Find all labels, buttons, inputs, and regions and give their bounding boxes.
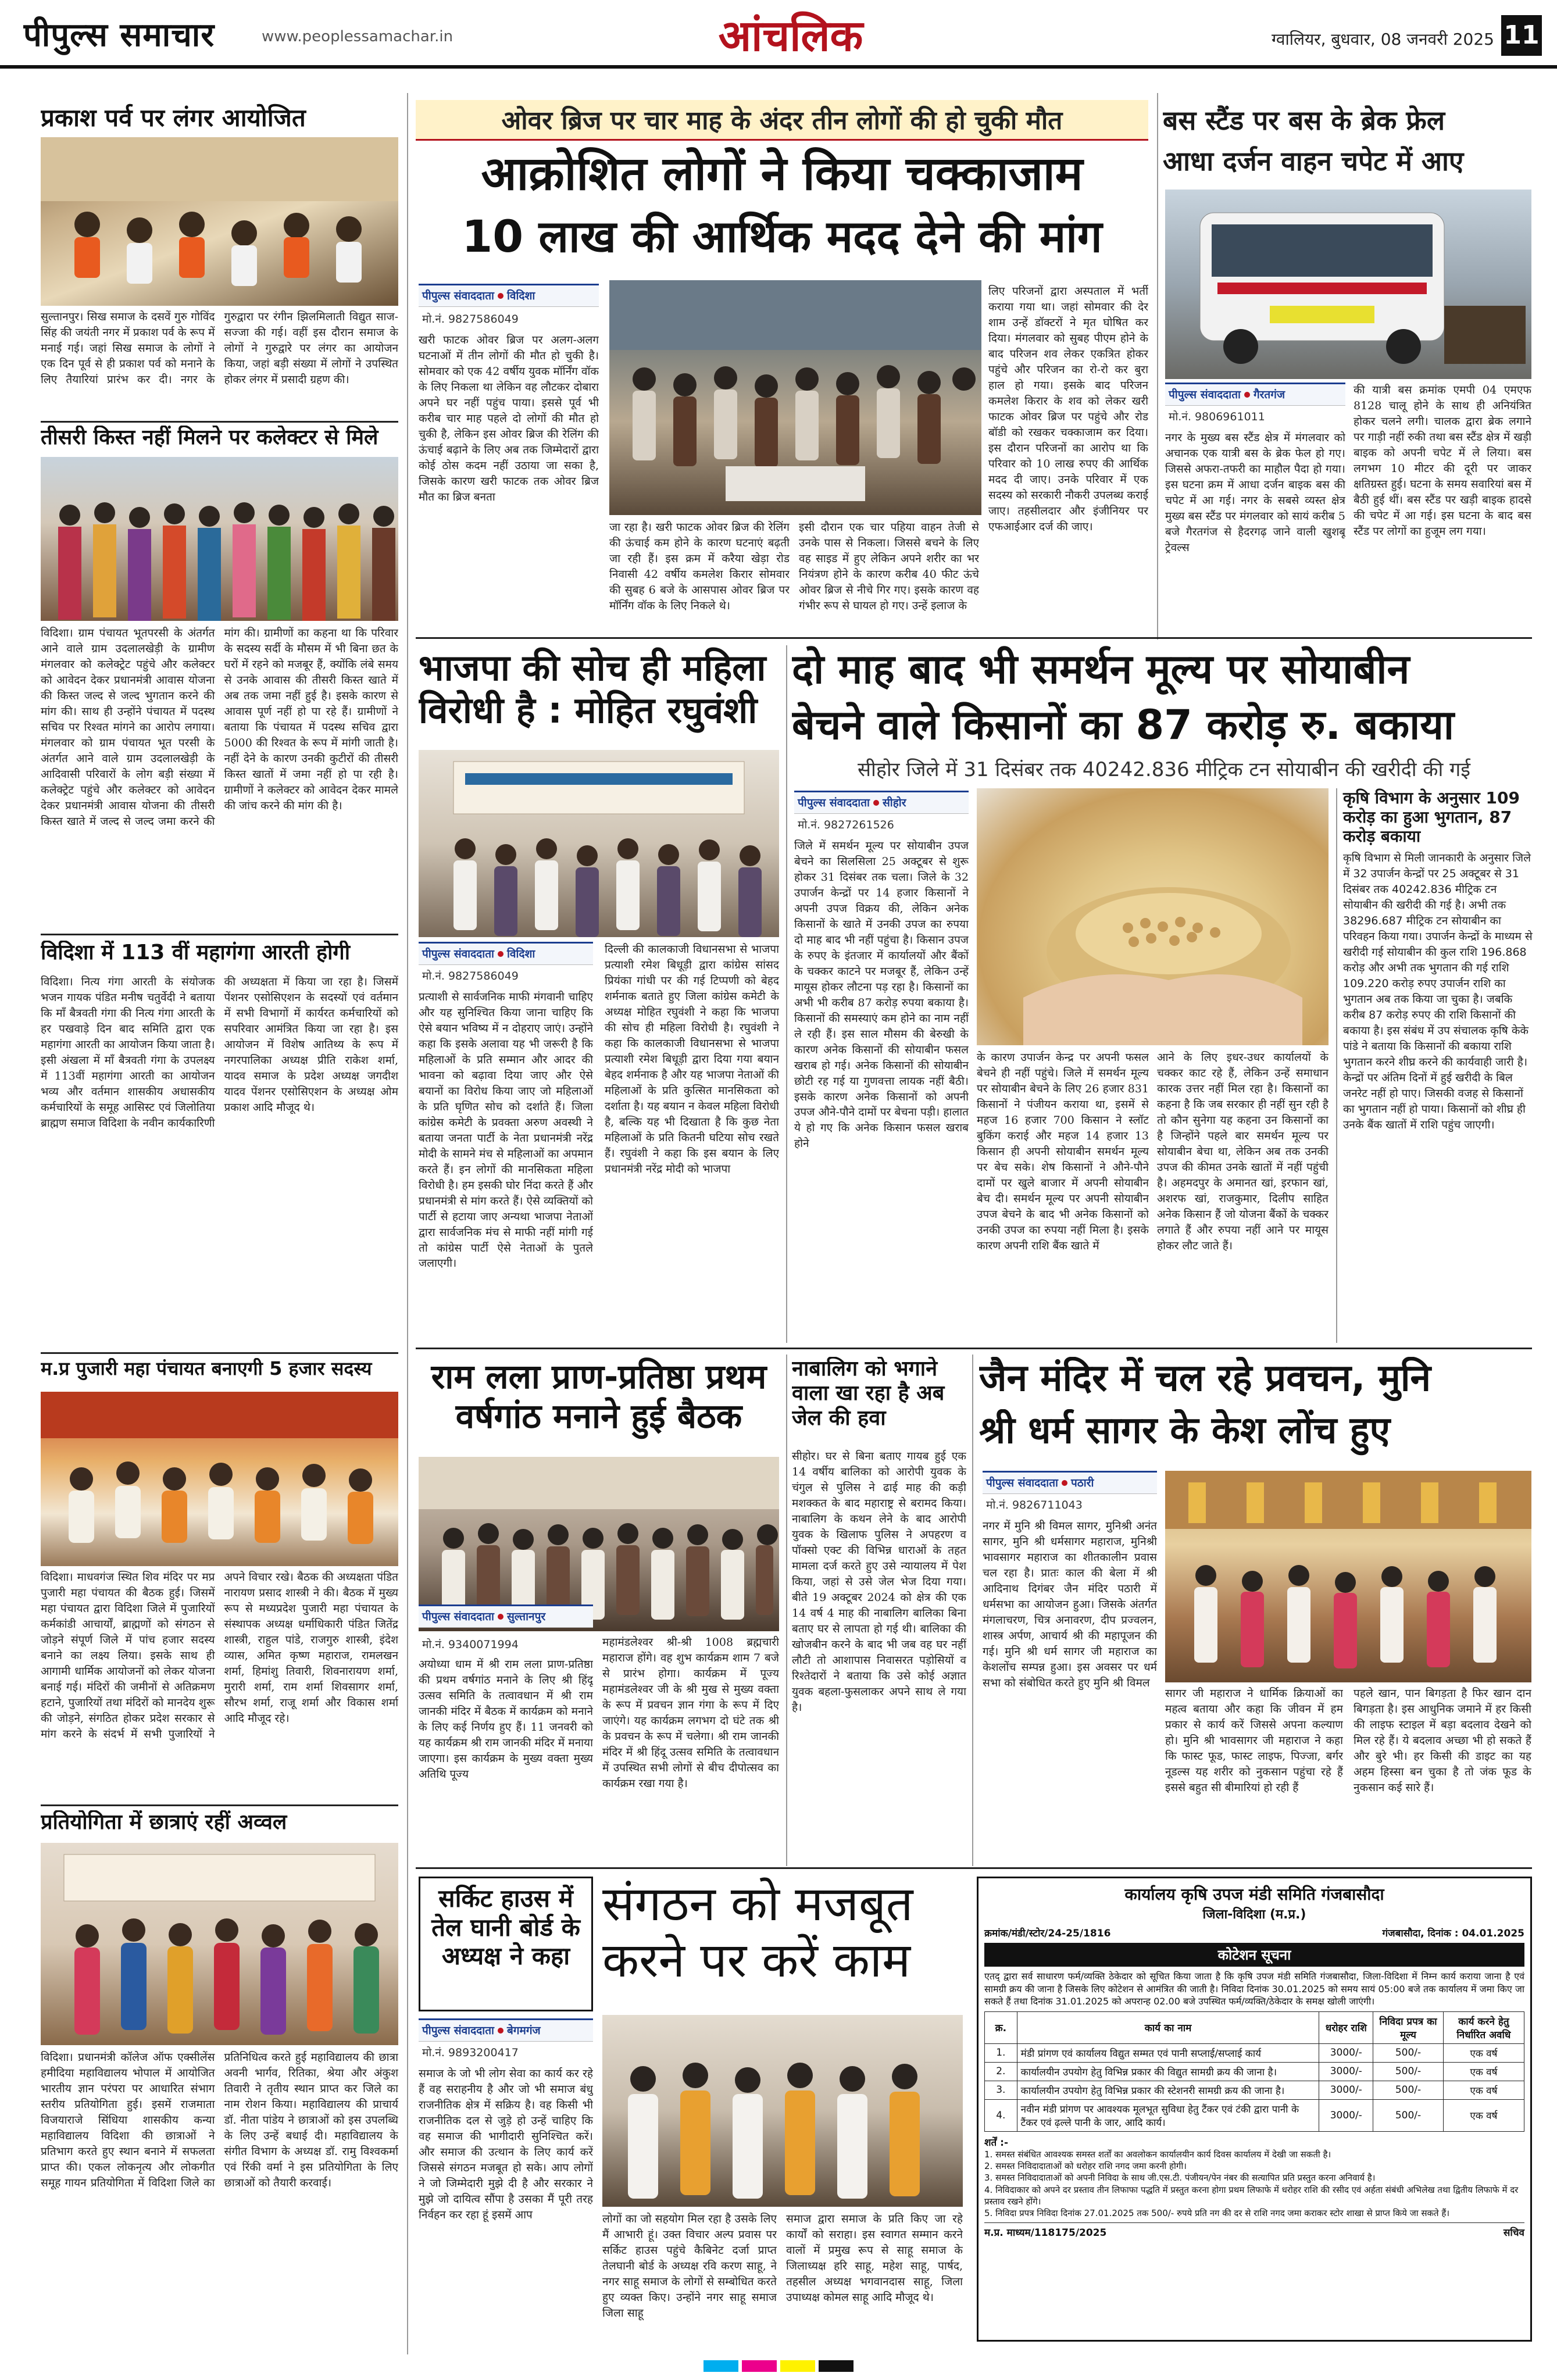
sangathan-photo-art — [602, 2015, 963, 2207]
divider — [416, 1348, 1532, 1349]
sangathan-photo — [602, 2015, 963, 2207]
bus-photo-art — [1165, 190, 1531, 379]
byline-text: पीपुल्स संवाददाता — [986, 1477, 1058, 1489]
byline-place: सीहोर — [882, 796, 906, 809]
bjp-headline: भाजपा की सोच ही महिला विरोधी है : मोहित रघुवंशी — [419, 646, 766, 732]
byline-place: सुल्तानपुर — [506, 1610, 546, 1623]
jain-byline — [983, 1471, 1157, 1494]
masthead — [0, 0, 1557, 69]
jain-mobile: मो.नं. 9826711043 — [986, 1499, 1083, 1511]
page-number: 11 — [1501, 15, 1542, 56]
byline-place: विदिशा — [506, 290, 535, 302]
pratiyogita-headline: प्रतियोगिता में छात्राएं रहीं अव्वल — [41, 1810, 287, 1834]
table-cell: एक वर्ष — [1443, 2099, 1524, 2131]
table-cell: एक वर्ष — [1443, 2081, 1524, 2099]
overbridge-body-2: जा रहा है। खरी फाटक ओवर ब्रिज की रेलिंग की ऊंचाई कम होने के कारण घटनाएं बढ़ती जा रही हैं। इस क्रम में करैया खेड़ा रोड निवासी 42 वर्षीय कमलेश किरार सोमवार की सुबह 6 बजे के आसपास ओवर ब्रिज पर मॉर्निंग वॉक के लिए निकले थे। — [609, 521, 790, 612]
tender-office: कार्यालय कृषि उपज मंडी समिति गंजबासौदा — [1124, 1885, 1384, 1904]
divider — [416, 637, 1532, 639]
registration-bar — [0, 2360, 1557, 2372]
soybean-photo-art — [977, 788, 1329, 1045]
bjp-body-2-visible: प्रत्याशी से सार्वजनिक माफी मंगवानी चाहिए और यह सुनिश्चित किया जाना चाहिए कि ऐसे बयान भविष्य में न दोहराए जाएं। उन्होंने कहा कि इसके अलावा यह भी जरूरी है कि महिलाओं के प्रति सम्मान और आदर की भावना को बढ़ावा दिया जाए और ऐसे बयानों का विरोध किया जाए जो महिलाओं के प्रति घृणित सोच को दर्शाते हैं। जिला कांग्रेस कमेटी के प्रवक्ता अरुण अवस्थी ने बताया जनता पार्टी के नेता प्रधानमंत्री नरेंद्र मोदी के सामने मंच से महिलाओं का अपमान करते हैं। इन लोगों की मानसिकता महिला विरोधी है। हम इसकी घोर निंदा करते हैं और प्रधानमंत्री से मांग करते हैं। ऐसे व्यक्तियों को पार्टी से हटाया जाए अन्यथा भाजपा नेताओं द्वारा सार्वजनिक मंच से माफी नहीं मांगी गई तो कांग्रेस पार्टी ऐसे नेताओं के पुतले जलाएगी। — [419, 991, 593, 1270]
soybean-byline — [794, 791, 969, 814]
tender-condition: 5. निविदा प्रपत्र निविदा दिनांक 27.01.2025 तक 500/- रुपये प्रति नग की दर से राशि नगद जमा कराकर स्टोर शाखा से प्राप्त किये जा सकते हैं। — [984, 2208, 1450, 2219]
byline-text: पीपुल्स संवाददाता — [422, 948, 494, 960]
table-cell: 3000/- — [1319, 2043, 1373, 2062]
byline-place: बेगमगंज — [506, 2024, 541, 2037]
byline-text: पीपुल्स संवाददाता — [422, 290, 494, 302]
table-cell: कार्यालयीन उपयोग हेतु विभिन्न प्रकार की विद्युत सामग्री क्रय की जाना है। — [1017, 2062, 1319, 2081]
table-row — [985, 2043, 1524, 2062]
tender-condition: 3. समस्त निविदादाताओं को अपनी निविदा के साथ जी.एस.टी. पंजीयन/पेन नंबर की सत्यापित प्रति प्रस्तुत करना अनिवार्य है। — [984, 2172, 1376, 2184]
website-url: www.peoplessamachar.in — [262, 28, 453, 45]
nabalig-headline: नाबालिग को भगाने वाला खा रहा है अब जेल की हवा — [792, 1357, 945, 1430]
overbridge-body-3: इसी दौरान एक चार पहिया वाहन तेजी से उनके पास से निकला। जिससे बचने के लिए वह साइड में हुए लेकिन अपने शरीर का भर नियंत्रण होने के कारण करीब 40 फीट ऊंचे ओवर ब्रिज से नीचे गिर गए। इसके कारण वह गंभीर रूप से घायल हो गए। उन्हें इलाज के — [799, 521, 979, 612]
table-cell: 500/- — [1373, 2062, 1444, 2081]
tender-place-date: गंजबासौदा, दिनांक : 04.01.2025 — [1382, 1928, 1524, 1939]
prakash-headline: प्रकाश पर्व पर लंगर आयोजित — [41, 103, 306, 132]
tender-col-header: कार्य का नाम — [1017, 2011, 1319, 2043]
table-cell: 4. — [985, 2099, 1017, 2131]
tender-notice — [977, 1877, 1532, 2342]
overbridge-headline-1: आक्रोशित लोगों ने किया चक्काजाम — [481, 146, 1083, 201]
dot-icon — [498, 2028, 503, 2034]
bus-headline-2: आधा दर्जन वाहन चपेट में आए — [1163, 145, 1464, 177]
ramlala-byline — [419, 1604, 593, 1628]
pujari-photo-art — [41, 1392, 398, 1566]
students-photo-art — [41, 1843, 398, 2045]
table-cell: नवीन मंडी प्रांगण पर आवश्यक मूलभूत सुविधा हेतु टैंकर एवं टंकी द्वारा पानी के टैंकर एवं ढ़ल्ले पानी के जार, आदि कार्य। — [1017, 2099, 1319, 2131]
soybean-body-3: आने के लिए इधर-उधर कार्यालयों के चक्कर काट रहे हैं, लेकिन उन्हें समाधान कारक उत्तर नहीं मिल रहा है। किसानों का कहना है कि जब सरकार ही नहीं सुन रही है तो कौन सुनेगा यह कहना उन किसानों का है जिन्होंने पहले बार समर्थन मूल्य पर सोयाबीन बेचा था, लेकिन अब तक उनकी उपज की कीमत उनके खातों में नहीं पहुंची है। अहमदपुर के अमानत खां, इरफान खां, अशरफ खां, राजकुमार, दिलीप साहित अनेक किसान हैं जो योजना बैंकों के चक्कर लगाते हैं और रुपया नहीं आने पर मायूस होकर लौट जाते हैं। — [1157, 1051, 1329, 1252]
dateline: ग्वालियर, बुधवार, 08 जनवरी 2025 — [1272, 30, 1494, 49]
soybean-photo — [977, 788, 1329, 1045]
bus-body-1: नगर के मुख्य बस स्टैंड क्षेत्र में मंगलवार को अचानक एक यात्री बस के ब्रेक फेल हो गए। जिससे अफरा-तफरी का माहौल पैदा हो गया। इस घटना क्रम में आधा दर्जन बाइक बस की चपेट में आ गई। नगर के सबसे व्यस्त क्षेत्र मुख्य बस स्टैंड पर मंगलवार को सायं करीब 5 बजे गैरतगंज से हैदरगढ़ जाने वाली खुशबू ट्रेवल्स — [1165, 431, 1345, 554]
jain-headline-1: जैन मंदिर में चल रहे प्रवचन, मुनि — [979, 1357, 1431, 1400]
jain-body-3: पहले खान, पान बिगड़ता है फिर खान दान बिगड़ता है। इस आधुनिक जमाने में हर किसी की लाइफ स्टाइल में बड़ा बदलाव देखने को मिल रहे हैं। ये बदलाव अच्छा भी हो सकते हैं और बुरे भी। हर किसी की डाइट का यह अहम हिस्सा बन चुका है तो जंक फूड के नुकसान कई सारे हैं। — [1354, 1687, 1531, 1794]
dot-icon — [1062, 1480, 1067, 1486]
sangathan-body-2: समाज द्वारा समाज के प्रति किए जा रहे कार्यों को सराहा। इस स्वागत सम्मान करने वालों में प्रमुख रूप से साहू समाज के जिलाध्यक्ष हरि साहू, महेश साहू, पार्षद, तहसील अध्यक्ष भगवानदास साहू, जिला उपाध्यक्ष कोमल साहू आदि मौजूद थे। — [786, 2213, 963, 2304]
table-cell: 2. — [985, 2062, 1017, 2081]
bjp-body-1: दिल्ली की कालकाजी विधानसभा से भाजपा प्रत्याशी रमेश बिधूड़ी द्वारा कांग्रेस सांसद प्रियंका गांधी पर की गई टिप्पणी को बेहद शर्मनाक बताते हुए जिला कांग्रेस कमेटी के अध्यक्ष मोहित रघुवंशी ने कहा कि भाजपा की सोच ही महिला विरोधी है। रघुवंशी ने कहा कि कालकाजी विधानसभा से भाजपा प्रत्याशी रमेश बिधूड़ी द्वारा दिया गया बयान बेहद शर्मनाक है और यह भाजपा नेताओं की महिलाओं के प्रति कुत्सित मानसिकता को दर्शाता है। यह बयान न केवल महिला विरोधी है, बल्कि यह भी दिखाता है कि कुछ नेता महिलाओं के प्रति कितनी घटिया सोच रखते हैं। रघुवंशी ने कहा कि इस बयान के लिए प्रधानमंत्री नरेंद्र मोदी को भाजपा — [605, 943, 779, 1175]
byline-text: पीपुल्स संवाददाता — [422, 2024, 494, 2037]
jain-pravachan-photo — [1165, 1471, 1531, 1682]
bus-byline — [1165, 383, 1345, 406]
bus-body-2: की यात्री बस क्रमांक एमपी 04 एमएफ 8128 चालू होने के साथ ही अनियंत्रित होकर चलने लगी। चालक द्वारा ब्रेक लगाने पर गाड़ी नहीं रुकी तथा बस स्टैंड क्षेत्र में खड़ी बाइक को अपनी चपेट में ले लिया। बस लगभग 10 मीटर की दूरी पर जाकर क्षतिग्रस्त हुई। घटना के समय सवारियां बस में बैठी हुई थीं। बस स्टैंड पर खड़ी बाइक हादसे की चपेट में आ गई। इस घटना के बाद बस स्टैंड पर लोगों का हुजूम लग गया। — [1354, 384, 1531, 538]
divider — [41, 421, 398, 423]
overbridge-kicker-band — [416, 100, 1148, 141]
chakkajam-photo-art — [609, 280, 981, 515]
circuit-headline-box — [419, 1877, 593, 2011]
tender-intro: एतद् द्वारा सर्व साधारण फर्म/व्यक्ति ठेकेदार को सूचित किया जाता है कि कृषि उपज मंडी समिति गंजबासौदा, जिला-विदिशा में निम्न कार्य कराया जाना है एवं सामग्री क्रय की जाना है जिसके लिए कोटेशन से आमंत्रित की जाती है। निविदा दिनांक 30.01.2025 को समय सायं 05:00 बजे तक कार्यालय में जमा किए जा सकते हैं तथा दिनांक 31.01.2025 को अपरान्ह 02.00 बजे उपस्थित फर्म/व्यक्ति/ठेकेदार के समक्ष खोली जाएंगी। — [984, 1971, 1524, 2007]
sangathan-body-1: लोगों का जो सहयोग मिल रहा है उसके लिए मैं आभारी हूं। उक्त विचार अल्प प्रवास पर सर्किट हाउस पहुंचे कैबिनेट दर्जा प्राप्त तेलघानी बोर्ड के अध्यक्ष रवि करण साहू, ने नगर साहू समाज के लोगों से सम्बोधित करते हुए व्यक्त किए। उन्होंने नगर साहू समाज जिला साहू — [602, 2213, 777, 2320]
soybean-headline-2: बेचने वाले किसानों का 87 करोड़ रु. बकाया — [792, 701, 1455, 749]
table-row — [985, 2062, 1524, 2081]
ramlala-body-1: अयोध्या धाम में श्री राम लला प्राण-प्रतिष्ठा की प्रथम वर्षगांठ मनाने के लिए श्री हिंदू उत्सव समिति के तत्वावधान में श्री राम जानकी मंदिर में बैठक में कार्यक्रम को मनाने के लिए कई निर्णय हुए हैं। 11 जनवरी को यह कार्यक्रम श्री राम जानकी मंदिर में मनाया जाएगा। इस कार्यक्रम के मुख्य वक्ता मुख्य अतिथि पूज्य — [419, 1658, 593, 1781]
tender-col-header: धरोहर राशि — [1319, 2011, 1373, 2043]
table-row — [985, 2099, 1524, 2131]
overbridge-body-1: खरी फाटक ओवर ब्रिज पर अलग-अलग घटनाओं में तीन लोगों की मौत हो चुकी है। सोमवार को एक 42 वर्षीय युवक मॉर्निंग वॉक के लिए निकला था लेकिन वह लौटकर दोबारा अपने घर नहीं पहुंच पाया। इससे पूर्व भी करीब चार माह पहले दो लोगों की मौत हो चुकी है, लेकिन इस ओवर ब्रिज की रेलिंग की ऊंचाई बढ़ाने के लिए अब तक जिम्मेदारों द्वारा कोई ठोस कदम नहीं उठाया जा सका है, जिसके कारण खरी फाटक तक ओवर ब्रिज मौत का ब्रिज बनता — [419, 334, 599, 503]
soybean-sidebar — [1336, 788, 1534, 1343]
jain-body-1: नगर में मुनि श्री विमल सागर, मुनिश्री अनंत सागर, मुनि श्री धर्मसागर महाराज, मुनिश्री भावसागर महाराज का शीतकालीन प्रवास चल रहा है। प्रातः काल की बेला में श्री आदिनाथ दिगंबर जैन मंदिर पठारी में धर्मसभा का आयोजन हुआ। जिसके अंतर्गत मंगलाचरण, चित्र अनावरण, दीप प्रज्वलन, शास्त्र अर्पण, आचार्य श्री की महापूजन की गई। मुनि श्री धर्म सागर जी महाराज का केशलोंच सम्पन्न हुआ। इस अवसर पर धर्म सभा को संबोधित करते हुए मुनि श्री विमल — [983, 1520, 1157, 1689]
table-cell: 3. — [985, 2081, 1017, 2099]
soybean-sidebar-body: कृषि विभाग से मिली जानकारी के अनुसार जिले में 32 उपार्जन केन्द्रों पर 25 अक्टूबर से 31 दिसंबर तक 40242.836 मीट्रिक टन सोयाबीन की खरीदी की गई है। अभी तक 38296.687 मीट्रिक टन सोयाबीन का परिवहन किया गया। उपार्जन केन्द्रों के माध्यम से खरीदी गई सोयाबीन की कुल राशि 196.868 करोड़ और अभी तक भुगतान की गई राशि 109.220 करोड़ रुपए उपार्जन राशि का भुगतान अब तक किया जा चुका है। जबकि करीब 87 करोड़ रुपए की राशि किसानों की बकाया है। इस संबंध में उप संचालक कृषि केके पांडे ने बताया कि किसानों की बकाया राशि भुगतान करने शीघ्र करने की कार्यवाही जारी है। केन्द्रों पर अंतिम दिनों में हुई खरीदी के बिल जनरेट नहीं हो पाए। जिसकी वजह से किसानों का भुगतान नहीं हो पाया। किसानों को शीघ्र ही उनके बैंक खातों में राशि पहुंच जाएगी। — [1343, 852, 1533, 1131]
bjp-byline — [419, 942, 593, 965]
table-cell: 500/- — [1373, 2099, 1444, 2131]
bjp-meeting-photo — [419, 750, 779, 937]
tender-col-header: निविदा प्रपत्र का मूल्य — [1373, 2011, 1444, 2043]
byline-text: पीपुल्स संवाददाता — [798, 796, 870, 809]
soybean-headline-1: दो माह बाद भी समर्थन मूल्य पर सोयाबीन — [792, 645, 1410, 693]
table-cell: 500/- — [1373, 2081, 1444, 2099]
circuit-byline — [419, 2018, 593, 2042]
sangathan-headline: संगठन को मजबूत करने पर करें काम — [602, 1877, 913, 1988]
soybean-mobile: मो.नं. 9827261526 — [798, 819, 894, 831]
bjp-photo-art — [419, 750, 779, 937]
tender-ref: क्रमांक/मंडी/स्टोर/24-25/1816 — [984, 1928, 1111, 1939]
table-cell: 3000/- — [1319, 2099, 1373, 2131]
color-swatch — [780, 2360, 815, 2372]
nabalig-body: सीहोर। घर से बिना बताए गायब हुई एक 14 वर्षीय बालिका को आरोपी युवक के चंगुल से पुलिस ने ढाई माह की कड़ी मशक्कत के बाद महाराष्ट्र से बरामद किया। नाबालिग के कथन लेने के बाद आरोपी युवक के खिलाफ पुलिस ने अपहरण व पॉक्सो एक्ट की विभिन्न धाराओं के तहत मामला दर्ज करते हुए उसे न्यायालय में पेश किया, जहां से उसे जेल भेज दिया गया। बीते 19 अक्टूबर 2024 को क्षेत्र की एक 14 वर्ष 4 माह की नाबालिग बालिका बिना बताए घर से लापता हो गई थी। बालिका की खोजबीन करने के बाद भी जब वह घर नहीं लौटी तो आशापास निवासरत पड़ोसियों व रिश्तेदारों ने बताया कि उसे कोई अज्ञात युवक बहला-फुसलाकर अपने साथ ले गया है। — [792, 1450, 966, 1714]
ramlala-mobile: मो.नं. 9340071994 — [422, 1638, 519, 1651]
bus-headline-1: बस स्टैंड पर बस के ब्रेक फ्रेल — [1163, 105, 1445, 136]
byline-place: गैरतगंज — [1253, 388, 1285, 401]
color-swatch — [703, 2360, 738, 2372]
table-cell: मंडी प्रांगण एवं कार्यालय विद्युत सम्मत एवं पानी सप्लाई/सप्लाई कार्य — [1017, 2043, 1319, 2062]
bus-mobile: मो.नं. 9806961011 — [1169, 410, 1265, 423]
dot-icon — [1244, 392, 1250, 398]
circuit-headline: सर्किट हाउस में तेल घानी बोर्ड के अध्यक्ष ने कहा — [431, 1884, 580, 1971]
tender-table-header — [985, 2011, 1524, 2043]
villagers-photo — [41, 457, 398, 621]
table-cell: 3000/- — [1319, 2062, 1373, 2081]
ganga-headline: विदिशा में 113 वीं महागंगा आरती होगी — [41, 941, 351, 964]
villagers-photo-art — [41, 457, 398, 621]
table-cell: 3000/- — [1319, 2081, 1373, 2099]
tender-condition: 2. समस्त निविदादाताओं को धरोहर राशि नगद जमा करनी होगी। — [984, 2161, 1187, 2172]
table-cell: एक वर्ष — [1443, 2043, 1524, 2062]
table-cell: 1. — [985, 2043, 1017, 2062]
tender-col-header: कार्य करने हेतु निर्धारित अवधि — [1443, 2011, 1524, 2043]
ramlala-headline: राम लला प्राण-प्रतिष्ठा प्रथम वर्षगांठ मनाने हुई बैठक — [431, 1357, 767, 1436]
color-swatch — [819, 2360, 854, 2372]
divider — [416, 1867, 1532, 1869]
bjp-mobile: मो.नं. 9827586049 — [422, 970, 519, 982]
pujari-body: विदिशा। माधवगंज स्थित शिव मंदिर पर मप्र पुजारी महा पंचायत की बैठक हुई। जिसमें महा पंचायत द्वारा विदिशा जिले में पुजारियों कर्मकांडी आचार्यों, ब्राह्मणों को संगठन से जोड़ने संपूर्ण जिले में पांच हजार सदस्य बनाने का लक्ष्य लिया। इसके साथ ही आगामी धार्मिक आयोजनों को लेकर योजना बनाई गई। मंदिरों की जमीनों से अतिक्रमण हटाने, पुजारियों तथा मंदिरों को मानदेय शुरू की जोड़ने, संगठित होकर प्रदेश सरकार से मांग करने के संदर्भ में सभी पुजारियों ने अपने विचार रखे। बैठक की अध्यक्षता पंडित नारायण प्रसाद शास्त्री ने की। बैठक में मुख्य रूप से मध्यप्रदेश पुजारी महा पंचायत के संस्थापक अध्यक्ष धर्माधिकारी पंडित जितेंद्र शास्त्री, राहुल पांडे, राजगुरु शास्त्री, इंदेश व्यास, अमित कृष्ण महाराज, रामलखन शर्मा, हिमांशु तिवारी, शिवनारायण शर्मा, मुरारी शर्मा, राम शर्मा शिवसागर शर्मा, सौरभ शर्मा, राजू शर्मा और विकास शर्मा आदि मौजूद रहे। — [41, 1571, 398, 1741]
logo-text: पीपुल्स समाचार — [23, 16, 215, 54]
jain-body-2: सागर जी महाराज ने धार्मिक क्रियाओं का महत्व बताया और कहा कि जीवन में हम प्रकार से कार्य करें जिससे अपना कल्याण हो। मुनि श्री भावसागर जी महाराज ने कहा कि फास्ट फूड, फास्ट लाइफ, पिज्जा, बर्गर नूडल्स यह शरीर को नुकसान पहुंचा रहे हैं इससे बहुत सी बीमारियां हो रही हैं — [1165, 1687, 1343, 1794]
column-rule — [786, 645, 787, 1343]
dot-icon — [498, 293, 503, 299]
byline-text: पीपुल्स संवाददाता — [1169, 388, 1241, 401]
circuit-mobile: मो.नं. 9893200417 — [422, 2046, 519, 2059]
divider — [41, 1352, 398, 1354]
soybean-body-1: जिले में समर्थन मूल्य पर सोयाबीन उपज बेचने का सिलसिला 25 अक्टूबर से शुरू होकर 31 दिसंबर तक चला। जिले के 32 उपार्जन केन्द्रों पर 14 हजार किसानों ने अपनी उपज विक्रय की, लेकिन अनेक किसानों के खाते में उनकी उपज का रुपया दो माह बाद भी नहीं पहुंचा है। किसान उपज के रुपए के इंतजार में कार्यालयों और बैंकों के चक्कर काटने पर मजबूर हैं, लेकिन उन्हें मायूस होकर लौटना पड़ रहा है। किसानों का अभी भी करीब 87 करोड़ रुपया बकाया है। किसानों की समस्याएं कम होने का नाम नहीं ले रही हैं। इस साल मौसम की बेरुखी के कारण अनेक किसानों की सोयाबीन फसल खराब हो गई। अनेक किसानों की सोयाबीन छोटी रह गई या गुणवत्ता लायक नहीं बैठी। इसके कारण अनेक किसानों को अपनी उपज औने-पौने दामों पर बेचना पड़ी। हालात ये हो गए कि अनेक किसान फसल खराब होने — [794, 839, 969, 1150]
prakash-body: सुल्तानपुर। सिख समाज के दसवें गुरु गोविंद सिंह की जयंती नगर में प्रकाश पर्व के रूप में मनाई गई। जहां सिख समाज के लोगों ने एक दिन पूर्व से ही प्रकाश पर्व को मनाने के लिए तैयारियां प्रारंभ कर दी। नगर के गुरुद्वारा पर रंगीन झिलमिलाती विद्युत साज-सज्जा की गई। वहीं इस दौरान समाज के लोगों ने गुरुद्वारे पर लंगर का आयोजन किया, जहां बड़ी संख्या में लोगों ने उपस्थित होकर लंगर में प्रसादी ग्रहण की। — [41, 310, 398, 386]
tender-condition: 4. निविदाकार को अपने दर प्रस्ताव तीन लिफाफा पद्धति में प्रस्तुत करना होगा प्रथम लिफाफे में धरोहर राशि की रसीद एवं अर्हता संबंधी अभिलेख तथा द्वितीय लिफाफे में दर प्रस्ताव रखने होंगे। — [984, 2184, 1519, 2207]
tender-condition: 1. समस्त संबंधित आवश्यक समस्त शर्तों का अवलोकन कार्यालयीन कार्य दिवस कार्यालय में देखी जा सकती है। — [984, 2149, 1331, 2160]
column-rule — [972, 1355, 973, 1866]
table-cell: एक वर्ष — [1443, 2062, 1524, 2081]
table-cell: कार्यालयीन उपयोग हेतु विभिन्न प्रकार की स्टेशनरी सामग्री क्रय की जाना है। — [1017, 2081, 1319, 2099]
byline-text: पीपुल्स संवाददाता — [422, 1610, 494, 1623]
bus-photo — [1165, 190, 1531, 379]
soybean-subhead: सीहोर जिले में 31 दिसंबर तक 40242.836 मीट्रिक टन सोयाबीन की खरीदी की गई — [858, 758, 1470, 781]
tender-title: कोटेशन सूचना — [984, 1943, 1524, 1967]
tender-footer-ref: म.प्र. माध्यम/118175/2025 — [984, 2227, 1107, 2239]
jain-photo-art — [1165, 1471, 1531, 1682]
tender-conditions-label: शर्तें :- — [984, 2136, 1009, 2149]
chakkajam-photo — [609, 280, 981, 515]
byline-place: पठारी — [1070, 1477, 1094, 1489]
kisht-body: विदिशा। ग्राम पंचायत भूतपरसी के अंतर्गत आने वाले ग्राम उदलालखेड़ी के ग्रामीण मंगलवार को कलेक्ट्रेट पहुंचे और कलेक्टर को आवेदन देकर प्रधानमंत्री आवास योजना की किस्त जल्द से जल्द भुगतान करने की मांग की। साथ ही उन्होंने पंचायत में पदस्थ सचिव पर रिश्वत मांगने का आरोप लगाया। मंगलवार को ग्राम पंचायत भूत परसी के अंतर्गत आने वाले ग्राम उदलालखेड़ी के आदिवासी परिवारों के लोग बड़ी संख्या में कलेक्ट्रेट पहुंचे और कलेक्टर को आवेदन देकर प्रधानमंत्री आवास योजना की तीसरी किस्त खाते में जल्द से जल्द जमा करने की मांग की। ग्रामीणों का कहना था कि परिवार के सदस्य सर्दी के मौसम में भी बिना छत के घरों में रहने को मजबूर हैं, क्योंकि लंबे समय से उनके आवास की तीसरी किस्त खाते में अब तक जमा नहीं हुई है। इसके कारण से आवास पूर्ण नहीं हो पा रहे हैं। ग्रामीणों ने बताया कि पंचायत में पदस्थ सचिव द्वारा 5000 की रिश्वत के रूप में मांगी जाती है। नहीं देने के कारण उनकी कुटीरों की तीसरी किस्त खातों में जमा नहीं हो पा रही है। ग्रामीणों ने कलेक्टर को आवेदन देकर मामले की जांच करने की मांग की है। — [41, 627, 398, 828]
jain-headline-2: श्री धर्म सागर के केश लोंच हुए — [979, 1409, 1391, 1452]
tender-district: जिला-विदिशा (म.प्र.) — [1202, 1907, 1306, 1922]
pujari-headline: म.प्र पुजारी महा पंचायत बनाएगी 5 हजार सदस्य — [41, 1358, 372, 1380]
overbridge-byline — [419, 284, 599, 307]
pujari-meeting-photo — [41, 1392, 398, 1566]
section-title: आंचलिक — [718, 11, 863, 61]
overbridge-headline-2: 10 लाख की आर्थिक मदद देने की मांग — [462, 210, 1102, 262]
circuit-body: समाज के जो भी लोग सेवा का कार्य कर रहे हैं वह सराहनीय है और जो भी समाज बंधु राजनीतिक क्षेत्र में सक्रिय है। वह किसी भी राजनीतिक दल से जुड़े हो उन्हें चाहिए कि वह समाज की भागीदारी सुनिश्चित करें। और समाज की उत्थान के लिए कार्य करें जिससे संगठन मजबूत हो सके। आप लोगों ने जो जिम्मेदारी मुझे दी है और सरकार ने मुझे जो दायित्व सौंपा है उसका मैं पूरी तरह निर्वहन कर रहा हूं इसमें आप — [419, 2067, 593, 2221]
overbridge-mobile: मो.नं. 9827586049 — [422, 313, 519, 326]
column-rule — [407, 93, 408, 2354]
kisht-headline: तीसरी किस्त नहीं मिलने पर कलेक्टर से मिले — [41, 426, 378, 449]
divider — [41, 1804, 398, 1806]
overbridge-kicker: ओवर ब्रिज पर चार माह के अंदर तीन लोगों की हो चुकी मौत — [501, 106, 1063, 135]
dot-icon — [498, 951, 503, 957]
langar-photo — [41, 137, 398, 306]
tender-footer-sign: सचिव — [1503, 2227, 1524, 2239]
students-photo — [41, 1843, 398, 2045]
tender-table — [984, 2011, 1524, 2132]
tender-col-header: क्र. — [985, 2011, 1017, 2043]
dot-icon — [498, 1614, 503, 1620]
byline-place: विदिशा — [506, 948, 535, 960]
table-cell: 500/- — [1373, 2043, 1444, 2062]
table-row — [985, 2081, 1524, 2099]
divider — [41, 934, 398, 935]
column-rule — [786, 1355, 787, 1866]
soybean-sidebar-head: कृषि विभाग के अनुसार 109 करोड़ का हुआ भुगतान, 87 करोड़ बकाया — [1343, 788, 1520, 846]
column-rule — [1157, 93, 1158, 639]
langar-photo-art — [41, 137, 398, 306]
soybean-body-2: के कारण उपार्जन केन्द्र पर अपनी फसल बेचने ही नहीं पहुंचे। जिले में समर्थन मूल्य पर सोयाबीन बेचने के लिए 26 हजार 831 किसानों ने पंजीयन कराया था, इसमें से महज 16 हजार 700 किसान ने स्लॉट बुकिंग कराई और महज 14 हजार 13 किसान ही अपनी सोयाबीन समर्थन मूल्य पर बेच सके। शेष किसानों ने औने-पौने दामों पर खुले बाजार में अपनी सोयाबीन बेच दी। समर्थन मूल्य पर अपनी सोयाबीन उपज बेचने के बाद भी अनेक किसानों को उनकी उपज का रुपया नहीं मिला है। इसके कारण अपनी राशि बैंक खाते में — [977, 1051, 1149, 1252]
ganga-body: विदिशा। नित्य गंगा आरती के संयोजक भजन गायक पंडित मनीष चतुर्वेदी ने बताया कि माँ बैत्रवती गंगा की नित्य गंगा आरती के हर पखवाड़े दिन बाद समिति द्वारा एक महागंगा आरती का आयोजन किया जाता है। इसी अंखला में माँ बैत्रवती गंगा के उपलक्ष्य में 113वीं महागंगा आरती का आयोजन भव्य और वर्तमान शासकीय अधासकीय कर्मचारियों के समूह आसिस्ट एवं जिलोतिया ब्राह्मण समाज विदिशा के नवीन कार्यकारिणी की अध्यक्षता में किया जा रहा है। जिसमें पेंशनर एसोसिएशन के सदस्यों एवं वर्तमान में सभी विभागों में कार्यरत कर्मचारियों को सपरिवार आमंत्रित किया जा रहा है। इस आयोजन में विशेष आतिथ्य के रूप में नगरपालिका अध्यक्ष प्रीति राकेश शर्मा, यादव समाज के प्रदेश अध्यक्ष जगदीश यादव पेंशनर एसोसिएशन के अध्यक्ष ओम प्रकाश आदि मौजूद थे। — [41, 975, 398, 1130]
overbridge-body-4: लिए परिजनों द्वारा अस्पताल में भर्ती कराया गया था। जहां सोमवार की देर शाम उन्हें डॉक्टरों ने मृत घोषित कर दिया। मंगलवार को सुबह पीएम होने के बाद परिजन शव लेकर एकत्रित होकर पहुंचे और परिजन का रो-रो कर बुरा हाल हो गया। इसके बाद परिजन कमलेश किरार के शव को लेकर खरी फाटक ओवर ब्रिज पर पहुंचे और रोड बॉडी को रखकर चक्काजाम कर दिया। इस दौरान परिजनों का आरोप था कि परिवार को 10 लाख रुपए की आर्थिक मदद दी जाए। उनके परिवार में एक सदस्य को सरकारी नौकरी उपलब्ध कराई जाए। तहसीलदार और इंजीनियर पर एफआईआर दर्ज की जाए। — [988, 285, 1148, 533]
color-swatch — [742, 2360, 777, 2372]
masthead-logo — [23, 12, 256, 58]
dot-icon — [873, 800, 879, 806]
ramlala-body-2: महामंडलेश्वर श्री-श्री 1008 ब्रह्मचारी महाराज होंगे। वह शुभ कार्यक्रम शाम 7 बजे से प्रारंभ होगा। कार्यक्रम में पूज्य महामंडलेश्वर जी के श्री मुख से मुख्य वक्ता के रूप में प्रवचन ज्ञान गंगा के रूप में दिए जाएंगे। यह कार्यक्रम लगभग दो घंटे तक श्री के प्रवचन के रूप में चलेगा। श्री राम जानकी मंदिर में श्री हिंदू उत्सव समिति के तत्वावधान में उपस्थित सभी लोगों से बीच दीपोत्सव का कार्यक्रम रखा गया है। — [602, 1636, 779, 1790]
pratiyogita-body: विदिशा। प्रधानमंत्री कॉलेज ऑफ एक्सीलेंस हमीदिया महाविद्यालय भोपाल में आयोजित भारतीय ज्ञान परंपरा पर आधारित संभाग स्तरीय प्रतियोगिता हुई। इसमें राजमाता विजयाराजे सिंधिया शासकीय कन्या महाविद्यालय विदिशा की छात्राओं ने प्रतिभाग करते हुए स्थान बनाने में सफलता प्राप्त की। एकल लोकनृत्य और लोकगीत समूह गायन प्रतियोगिता में विदिशा जिले का प्रतिनिधित्व करते हुई महाविद्यालय की छात्रा अवनी भार्गव, रितिका, श्रेया और अंकुश तिवारी ने तृतीय स्थान प्राप्त कर जिले का नाम रोशन किया। महाविद्यालय की प्राचार्य डॉ. नीता पांडेय ने छात्राओं को इस उपलब्धि के लिए उन्हें बधाई दी। महाविद्यालय के संगीत विभाग के अध्यक्ष डॉ. रामु विश्वकर्मा एवं रिंकी वर्मा ने इस प्रतियोगिता के लिए छात्राओं को तैयारी करवाई। — [41, 2051, 398, 2189]
